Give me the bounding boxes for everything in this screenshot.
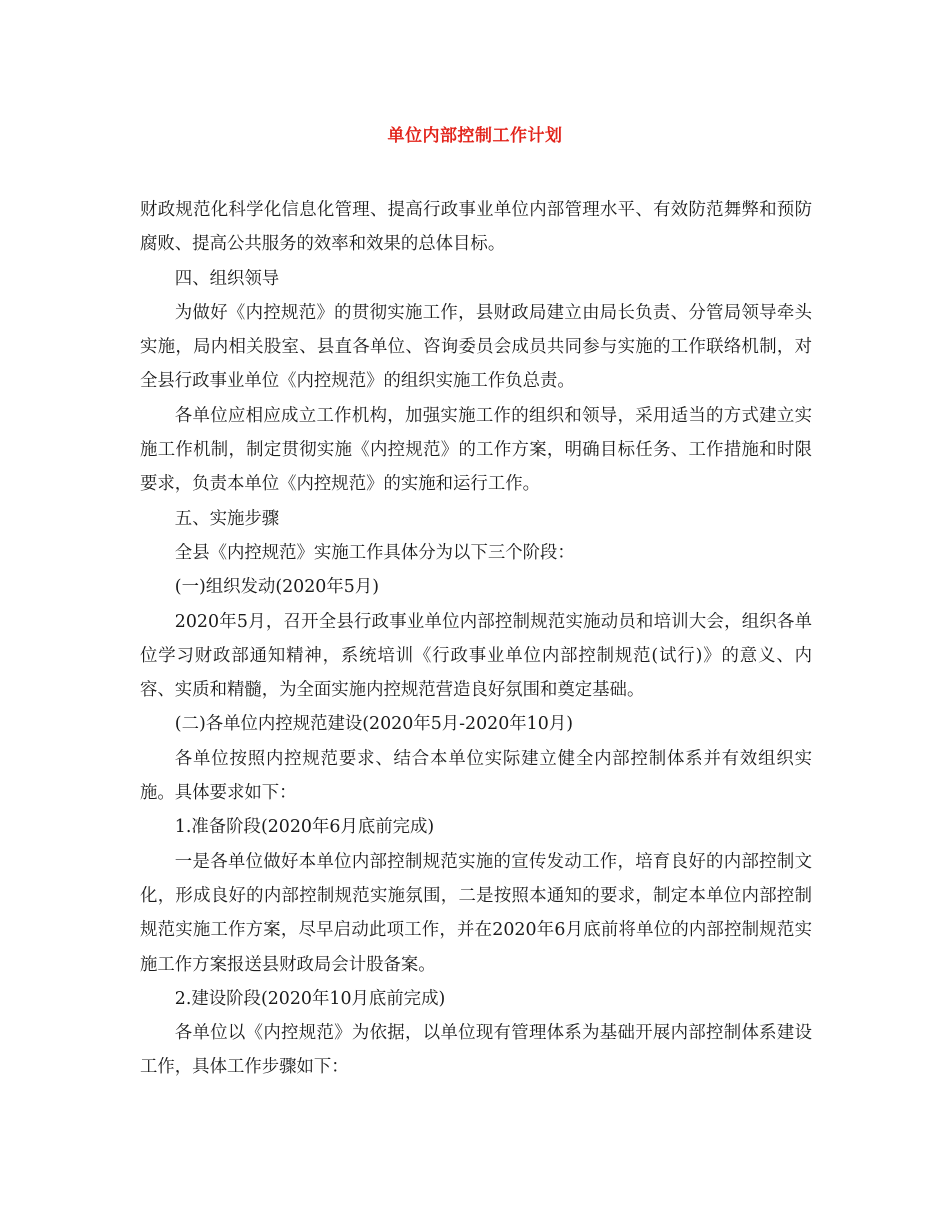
paragraph: 各单位以《内控规范》为依据，以单位现有管理体系为基础开展内部控制体系建设工作，具体工作步骤如下： [140,1023,812,1078]
paragraph: 2020年5月，召开全县行政事业单位内部控制规范实施动员和培训大会，组织各单位学习财政部通知精神，系统培训《行政事业单位内部控制规范(试行)》的意义、内容、实质和精髓，为全面实施内控规范营造良好氛围和奠定基础。 [140,611,812,701]
paragraph: 一是各单位做好本单位内部控制规范实施的宣传发动工作，培育良好的内部控制文化，形成良好的内部控制规范实施氛围，二是按照本通知的要求，制定本单位内部控制规范实施工作方案，尽早启动此项工作，并在2020年6月底前将单位的内部控制规范实施工作方案报送县财政局会计股备案。 [140,851,812,975]
document-body [140,193,812,1085]
paragraph: 财政规范化科学化信息化管理、提高行政事业单位内部管理水平、有效防范舞弊和预防腐败、提高公共服务的效率和效果的总体目标。 [140,200,812,255]
section-heading-organization: 四、组织领导 [174,268,280,289]
subsection-heading: (二)各单位内控规范建设(2020年5月-2020年10月) [174,714,573,735]
paragraph: 各单位按照内控规范要求、结合本单位实际建立健全内部控制体系并有效组织实施。具体要求如下： [140,748,812,804]
stage-heading: 2.建设阶段(2020年10月底前完成) [174,988,446,1009]
subsection-heading: (一)组织发动(2020年5月) [174,577,379,598]
stage-heading: 1.准备阶段(2020年6月底前完成) [174,817,435,838]
document-title: 单位内部控制工作计划 [387,126,563,146]
section-heading-steps: 五、实施步骤 [174,508,280,529]
paragraph: 全县《内控规范》实施工作具体分为以下三个阶段： [174,542,575,563]
paragraph: 为做好《内控规范》的贯彻实施工作，县财政局建立由局长负责、分管局领导牵头实施，局内相关股室、县直各单位、咨询委员会成员共同参与实施的工作联络机制，对全县行政事业单位《内控规范》的组织实施工作负总责。 [140,302,812,392]
paragraph: 各单位应相应成立工作机构，加强实施工作的组织和领导，采用适当的方式建立实施工作机制，制定贯彻实施《内控规范》的工作方案，明确目标任务、工作措施和时限要求，负责本单位《内控规范》的实施和运行工作。 [140,405,812,495]
